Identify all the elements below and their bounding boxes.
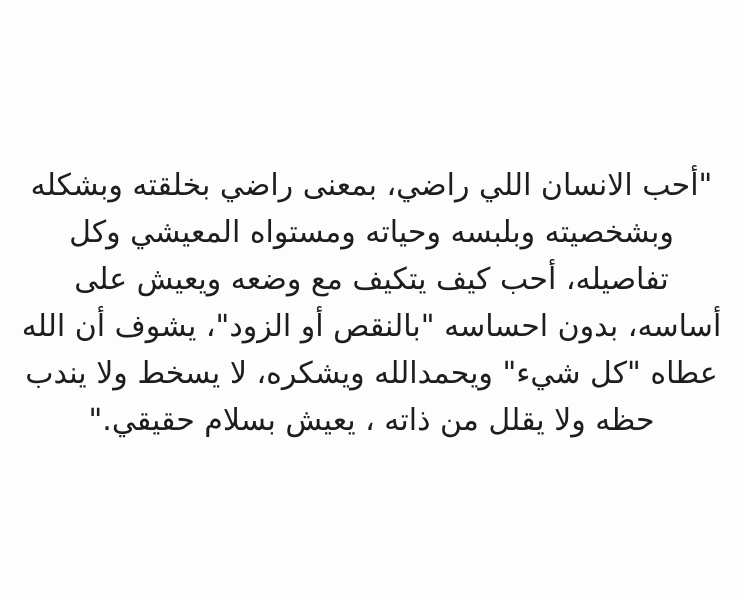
quote-line-5: عطاه "كل شيء" ويحمدالله ويشكره، لا يسخط ولا يندب xyxy=(25,356,718,391)
quote-line-4: أساسه، بدون احساسه "بالنقص أو الزود"، يشوف أن الله xyxy=(21,309,722,344)
quote-text-block xyxy=(0,162,743,444)
quote-line-1: "أحب الانسان اللي راضي، بمعنى راضي بخلقته وبشكله xyxy=(30,168,713,203)
quote-line-2: وبشخصيته وبلبسه وحياته ومستواه المعيشي وكل xyxy=(69,215,674,250)
quote-line-3: تفاصيله، أحب كيف يتكيف مع وضعه ويعيش على xyxy=(74,262,669,297)
quote-line-6: حظه ولا يقلل من ذاته ، يعيش بسلام حقيقي." xyxy=(88,403,655,438)
